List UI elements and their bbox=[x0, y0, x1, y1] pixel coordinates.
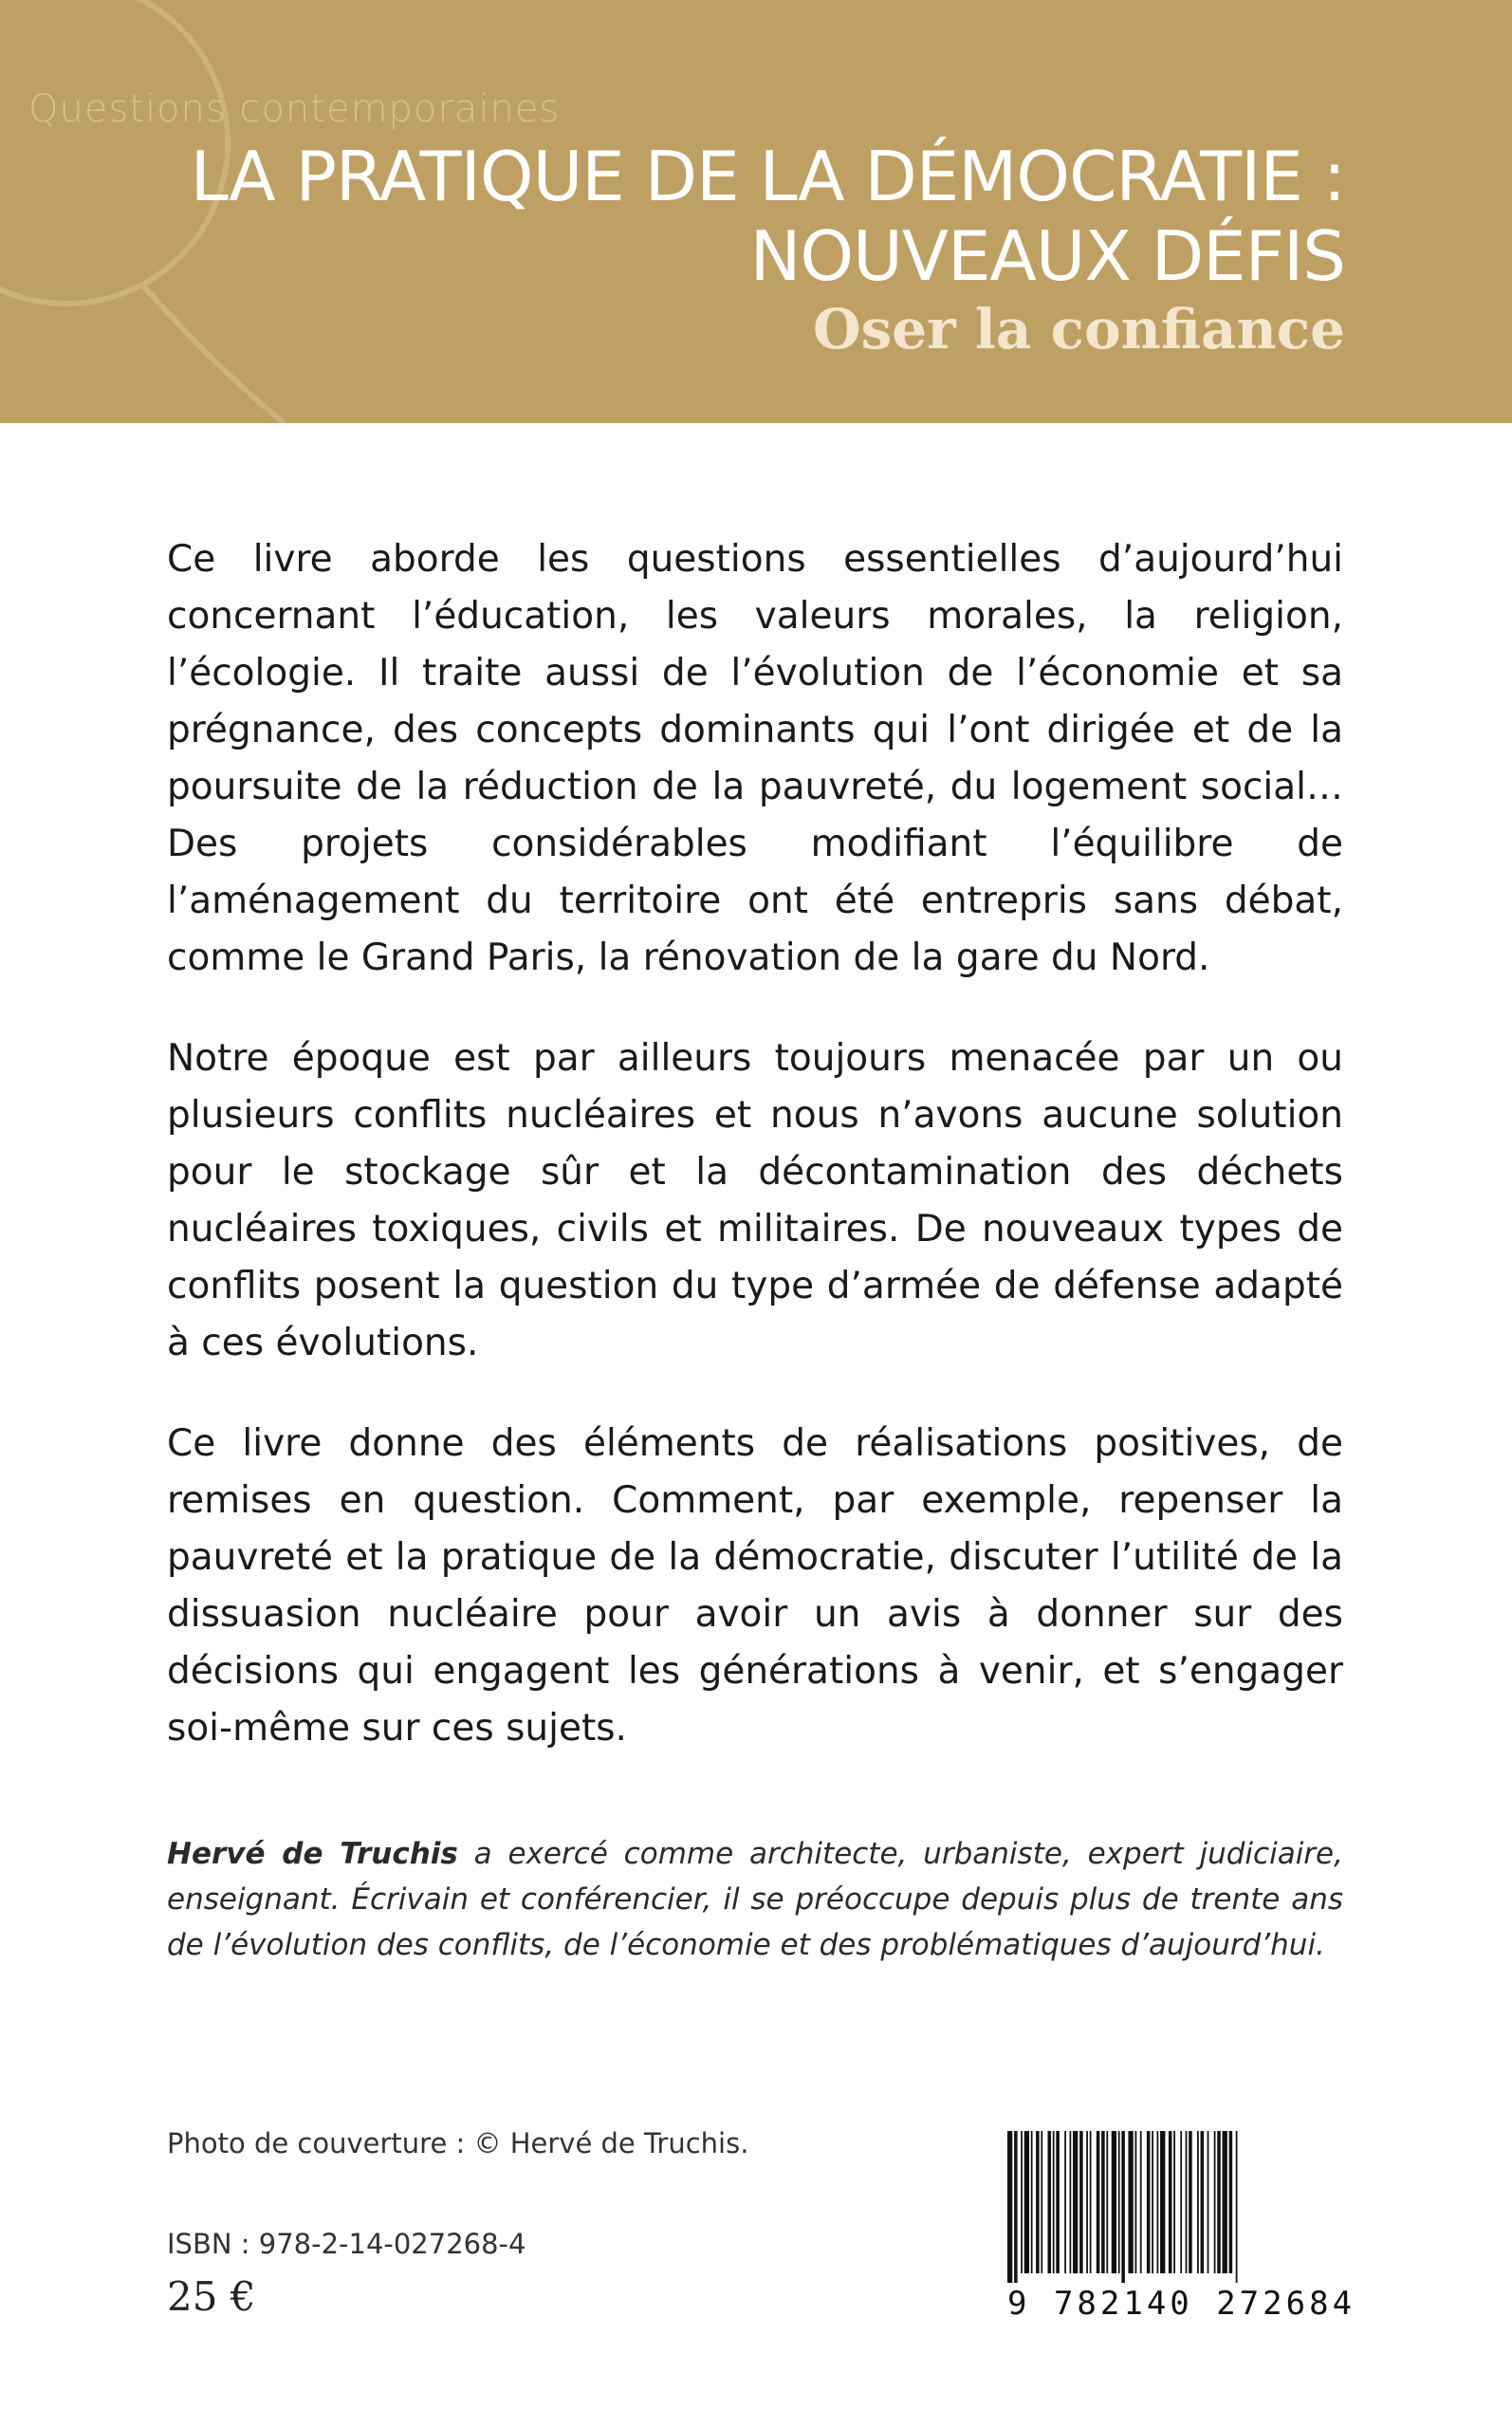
back-cover-blurb bbox=[167, 531, 1343, 1801]
author-bio bbox=[167, 1831, 1343, 1968]
barcode-bar bbox=[1007, 2131, 1012, 2283]
blurb-paragraph: Notre époque est par ailleurs toujours menacée par un ou plusieurs conflits nucléaires et nous n’avons aucune solution pour le stockage sûr et la décontamination des déchets nucléaires toxiques, civils et militaires. De nouveaux types de conflits posent la question du type d’armée de défense adapté à ces évolutions. bbox=[167, 1037, 1343, 1364]
barcode-bar bbox=[1021, 2131, 1023, 2273]
barcode-bar bbox=[1180, 2131, 1182, 2273]
barcode-bar bbox=[1097, 2131, 1100, 2273]
book-title-line-2: NOUVEAUX DÉFIS bbox=[749, 216, 1345, 296]
barcode-bar bbox=[1214, 2131, 1216, 2273]
price: 25 € bbox=[167, 2273, 256, 2320]
barcode-bar bbox=[1229, 2131, 1233, 2273]
barcode-bar bbox=[1186, 2131, 1188, 2273]
barcode-digits: 9 782140 272684 bbox=[1007, 2285, 1356, 2323]
barcode-bar bbox=[1086, 2131, 1088, 2273]
series-name: Questions contemporaines bbox=[28, 87, 561, 131]
barcode-bar bbox=[1014, 2131, 1018, 2283]
barcode-bar bbox=[1197, 2131, 1199, 2273]
barcode-bar bbox=[1135, 2131, 1137, 2273]
barcode-bar bbox=[1106, 2131, 1108, 2273]
barcode-bar bbox=[1053, 2131, 1055, 2273]
barcode-bar bbox=[1208, 2131, 1209, 2273]
barcode-bar bbox=[1223, 2131, 1227, 2273]
barcode-bar bbox=[1056, 2131, 1060, 2273]
book-subtitle: Oser la confiance bbox=[813, 297, 1345, 361]
barcode-bar bbox=[1024, 2131, 1029, 2273]
barcode-bar bbox=[1047, 2131, 1051, 2273]
barcode-bar bbox=[1152, 2131, 1153, 2273]
photo-credit: Photo de couverture : © Hervé de Truchis. bbox=[167, 2127, 749, 2159]
barcode-bar bbox=[1073, 2131, 1078, 2273]
barcode-bar bbox=[1173, 2131, 1175, 2273]
barcode-bar bbox=[1201, 2131, 1205, 2273]
barcode-bar bbox=[1217, 2131, 1221, 2273]
blurb-paragraph: Ce livre donne des éléments de réalisations positives, de remises en question. Comment, par exemple, repenser la pauvreté et la pratique de la démocratie, discuter l’utilité de la dissuasion nucléaire pour avoir un avis à donner sur des décisions qui engagent les générations à venir, et s’engager soi-même sur ces sujets. bbox=[167, 1422, 1343, 1750]
blurb-paragraph: Ce livre aborde les questions essentielles d’aujourd’hui concernant l’éducation, les valeurs morales, la religion, l’écologie. Il traite aussi de l’évolution de l’économie et sa prégnance, des concepts dominants qui l’ont dirigée et de la poursuite de la réduction de la pauvreté, du logement social… Des projets considérables modifiant l’équilibre de l’aménagement du territoire ont été entrepris sans débat, comme le Grand Paris, la rénovation de la gare du Nord. bbox=[167, 538, 1343, 979]
barcode-bar bbox=[1157, 2131, 1159, 2273]
author-name: Hervé de Truchis bbox=[167, 1837, 458, 1871]
barcode-bar bbox=[1036, 2131, 1040, 2273]
barcode-bar bbox=[1128, 2131, 1133, 2273]
barcode-bar bbox=[1090, 2131, 1092, 2273]
barcode-bar bbox=[1147, 2131, 1151, 2273]
barcode-bar bbox=[1189, 2131, 1192, 2273]
barcode-bar bbox=[1101, 2131, 1105, 2273]
barcode-bar bbox=[1031, 2131, 1033, 2273]
cover-header-band bbox=[0, 0, 1512, 423]
barcode-bar bbox=[1169, 2131, 1172, 2273]
book-title-line-1: LA PRATIQUE DE LA DÉMOCRATIE : bbox=[190, 137, 1345, 216]
author-bio-text: a exercé comme architecte, urbaniste, expert judiciaire, enseignant. Écrivain et conférencier, il se préoccupe depuis plus de trente ans de l’évolution des conflits, de l’économie et des problématiques d’aujourd’hui. bbox=[167, 1837, 1343, 1962]
isbn: ISBN : 978-2-14-027268-4 bbox=[167, 2228, 526, 2260]
barcode-bar bbox=[1112, 2131, 1116, 2273]
barcode bbox=[986, 2125, 1356, 2334]
barcode-bar bbox=[1069, 2131, 1071, 2273]
barcode-bars-icon bbox=[1007, 2131, 1343, 2283]
barcode-bar bbox=[1121, 2131, 1125, 2283]
barcode-bar bbox=[1236, 2131, 1238, 2283]
barcode-bar bbox=[1140, 2131, 1142, 2273]
barcode-bar bbox=[1041, 2131, 1042, 2273]
barcode-bar bbox=[1079, 2131, 1083, 2273]
barcode-bar bbox=[1118, 2131, 1120, 2273]
barcode-bar bbox=[1064, 2131, 1066, 2273]
barcode-bar bbox=[1160, 2131, 1165, 2273]
